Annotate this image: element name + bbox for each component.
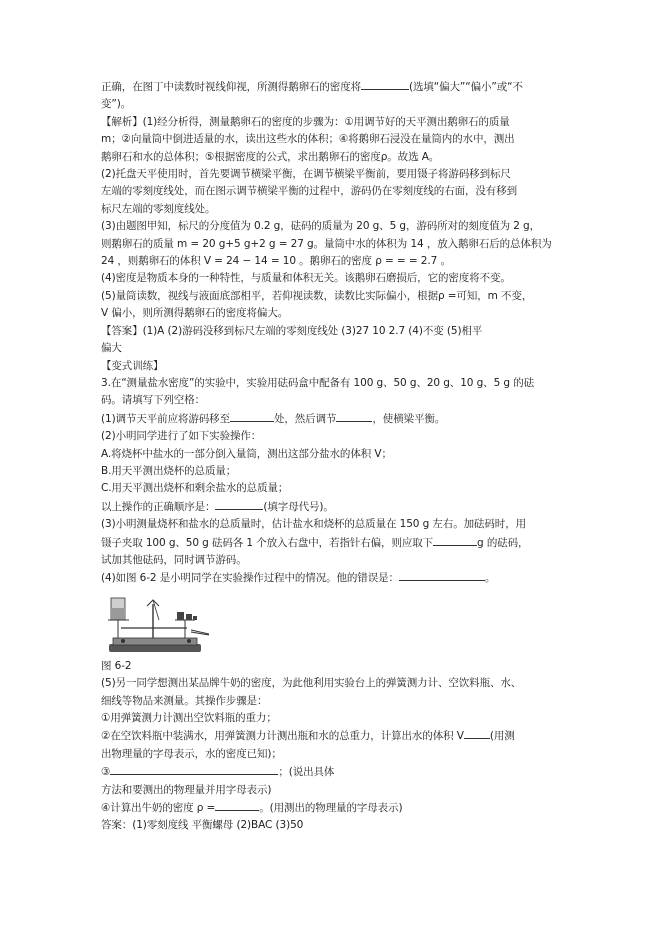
text: 处，然后调节 (273, 412, 337, 425)
question-line: (2)小明同学进行了如下实验操作： (101, 430, 262, 443)
answer-blank (215, 498, 263, 510)
question-line (101, 799, 563, 817)
analysis-line: 则鹅卵石的质量 m = 20 g+5 g+2 g = 27 g。量筒中水的体积为 14 ，放入鹅卵石后的总体积为 (101, 237, 552, 250)
analysis-line: 标尺左端的零刻度线处。 (101, 202, 216, 215)
answer-blank (464, 727, 490, 739)
answer-blank (230, 410, 274, 422)
balance-figure (103, 594, 213, 654)
section-title: 【变式训练】 (101, 359, 164, 372)
text: ③ (101, 766, 111, 779)
question-line: C.用天平测出烧杯和剩余盐水的总质量； (101, 482, 289, 495)
question-line (101, 498, 563, 516)
analysis-line: m；②向量筒中倒进适量的水，读出这些水的体积；④将鹅卵石浸没在量筒内的水中，测出 (101, 133, 515, 146)
text: 正确，在图丁中读数时视线仰视，所测得鹅卵石的密度将 (101, 81, 361, 93)
question-line (101, 410, 563, 428)
analysis-line: 鹅卵石和水的总体积；⑤根据密度的公式，求出鹅卵石的密度ρ。故选 A。 (101, 150, 440, 163)
question-line (101, 727, 563, 745)
question-line (101, 763, 563, 781)
final-answer-line: 答案：(1)零刻度线 平衡螺母 (2)BAC (3)50 (101, 819, 304, 832)
text: 。(用测出的物理量的字母表示) (259, 802, 403, 815)
text: g 的砝码， (477, 536, 529, 549)
analysis-line: V 偏小，则所测得鹅卵石的密度将偏大。 (101, 307, 289, 320)
text-line: 变”)。 (101, 98, 132, 111)
text: ；(说出具体 (278, 766, 335, 779)
question-line: 试加其他砝码，同时调节游码。 (101, 553, 247, 566)
text: (选填“偏大”“偏小”或“不 (409, 81, 523, 93)
question-line: (3)小明测量烧杯和盐水的总质量时，估计盐水和烧杯的总质量在 150 g 左右。加砝码时，用 (101, 518, 526, 531)
answer-blank (110, 763, 278, 775)
text-line (101, 78, 563, 96)
text: 。 (484, 572, 496, 585)
answer-blank (399, 569, 485, 581)
question-line: (5)另一同学想测出某品牌牛奶的密度，为此他利用实验台上的弹簧测力计、空饮料瓶、水、 (101, 677, 522, 690)
answer-blank (433, 534, 477, 546)
question-line: A.将烧杯中盐水的一部分倒入量筒，测出这部分盐水的体积 V； (101, 447, 392, 460)
question-line (101, 534, 563, 552)
question-line: ①用弹簧测力计测出空饮料瓶的重力； (101, 712, 277, 724)
document-content (101, 78, 563, 835)
text: (1)调节天平前应将游码移至 (101, 412, 230, 425)
analysis-line: (5)量筒读数，视线与液面底部相平，若仰视读数，读数比实际偏小，根据ρ =可知，m 不变， (101, 289, 533, 302)
analysis-line: (3)由题图甲知，标尺的分度值为 0.2 g，砝码的质量为 20 g、5 g，游码所对的刻度值为 2 g， (101, 220, 541, 233)
question-line: 码。请填写下列空格： (101, 394, 205, 407)
analysis-line: (2)托盘天平使用时，首先要调节横梁平衡，在调节横梁平衡前，要用镊子将游码移到标尺 (101, 168, 511, 181)
text: (4)如图 6-2 是小明同学在实验操作过程中的情况。他的错误是： (101, 572, 399, 585)
text: (填字母代号)。 (263, 500, 334, 513)
answer-blank (336, 410, 372, 422)
question-line (101, 569, 563, 587)
balance-illustration (103, 594, 213, 654)
text: ，使横梁平衡。 (372, 412, 446, 425)
figure-caption: 图 6-2 (101, 659, 132, 672)
text: ②在空饮料瓶中装满水，用弹簧测力计测出瓶和水的总重力，计算出水的体积 V (101, 730, 464, 743)
question-line: 细线等物品来测量。其操作步骤是： (101, 694, 268, 707)
question-line: 出物理量的字母表示，水的密度已知)； (101, 747, 282, 760)
analysis-line: (4)密度是物质本身的一种特性，与质量和体积无关。该鹅卵石磨损后，它的密度将不变。 (101, 272, 511, 285)
text: (用测 (489, 730, 515, 743)
question-line: 3.在“测量盐水密度”的实验中，实验用砝码盒中配备有 100 g、50 g、20 g、10 g、5 g 的砝 (101, 376, 534, 389)
text: 镊子夹取 100 g、50 g 砝码各 1 个放入右盘中，若指针右偏，则应取下 (101, 536, 434, 549)
answer-line: 偏大 (101, 342, 122, 355)
question-line: B.用天平测出烧杯的总质量； (101, 464, 237, 477)
text: ④计算出牛奶的密度 ρ = (101, 802, 216, 815)
analysis-line: 24 ，则鹅卵石的体积 V = 24 − 14 = 10 。鹅卵石的密度 ρ = = = 2.7 。 (101, 255, 451, 268)
answer-blank (361, 78, 409, 90)
analysis-line: 【解析】(1)经分析得，测量鹅卵石的密度的步骤为：①用调节好的天平测出鹅卵石的质量 (101, 115, 510, 128)
answer-blank (215, 799, 259, 811)
analysis-line: 左端的零刻度线处，而在图示调节横梁平衡的过程中，游码仍在零刻度线的右面，没有移到 (101, 185, 517, 198)
text: 以上操作的正确顺序是： (101, 500, 216, 513)
question-line: 方法和要测出的物理量并用字母表示) (101, 783, 272, 796)
answer-line: 【答案】(1)A (2)游码没移到标尺左端的零刻度线处 (3)27 10 2.7 (4)不变 (5)相平 (101, 324, 483, 337)
